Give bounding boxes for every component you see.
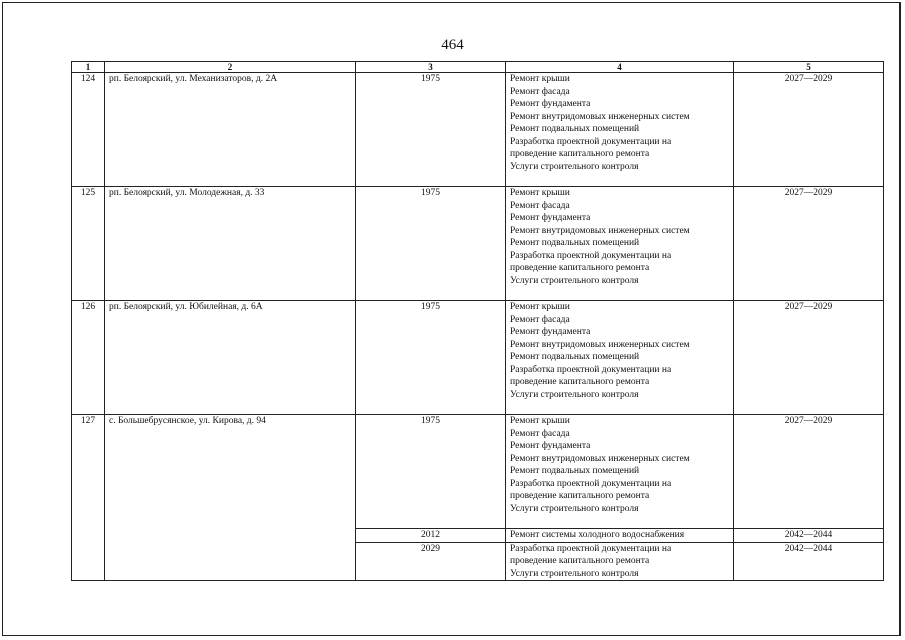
table-row [72,73,884,187]
repair-schedule-table [71,61,884,581]
works-cell [506,187,734,301]
address-cell: рп. Белоярский, ул. Юбилейная, д. 6А [105,301,356,415]
work-item: Ремонт подвальных помещений [510,238,640,248]
year-cell: 2012 [356,529,506,543]
cell-spacer [510,287,729,300]
row-number: 127 [72,415,105,581]
work-item: Ремонт подвальных помещений [510,352,640,362]
work-item: Разработка проектной документации на [510,543,672,554]
table-row [72,187,884,301]
column-header: 3 [356,62,506,73]
year-cell: 1975 [356,415,506,529]
year-cell: 1975 [356,301,506,415]
work-item: Услуги строительного контроля [510,568,639,579]
work-item: Ремонт подвальных помещений [510,466,640,476]
work-item: Ремонт фундамента [510,213,591,223]
year-cell: 1975 [356,73,506,187]
term-cell: 2042—2044 [734,542,884,581]
work-item: Ремонт крыши [510,74,570,84]
row-number: 125 [72,187,105,301]
column-header: 4 [506,62,734,73]
term-cell: 2042—2044 [734,529,884,543]
table-row [72,301,884,415]
work-item: Ремонт крыши [510,188,570,198]
address-cell: рп. Белоярский, ул. Молодежная, д. 33 [105,187,356,301]
work-item: проведение капитального ремонта [510,149,650,159]
work-item: Ремонт внутридомовых инженерных систем [510,453,690,464]
cell-spacer [510,401,729,414]
work-item: Ремонт фасада [510,428,570,439]
term-cell: 2027—2029 [734,73,884,187]
work-item: проведение капитального ремонта [510,377,650,387]
row-number: 126 [72,301,105,415]
work-item: Ремонт подвальных помещений [510,124,640,134]
column-header: 5 [734,62,884,73]
works-cell [506,529,734,543]
term-cell: 2027—2029 [734,187,884,301]
work-item: Услуги строительного контроля [510,389,639,400]
work-item: Услуги строительного контроля [510,161,639,172]
works-cell [506,542,734,581]
work-item: проведение капитального ремонта [510,556,650,566]
work-item: Ремонт внутридомовых инженерных систем [510,225,690,236]
work-item: Разработка проектной документации на [510,478,672,489]
header-row [72,62,884,73]
work-item: Ремонт фундамента [510,441,591,451]
column-header: 1 [72,62,105,73]
work-item: Ремонт внутридомовых инженерных систем [510,339,690,350]
year-cell: 2029 [356,542,506,581]
cell-spacer [510,173,729,186]
work-item: Разработка проектной документации на [510,136,672,147]
work-item: проведение капитального ремонта [510,491,650,501]
cell-spacer [510,515,729,528]
work-item: Ремонт крыши [510,302,570,312]
work-item: Ремонт фасада [510,200,570,211]
works-cell [506,73,734,187]
work-item: проведение капитального ремонта [510,263,650,273]
column-header: 2 [105,62,356,73]
table-row [72,415,884,529]
work-item: Ремонт системы холодного водоснабжения [510,530,685,540]
work-item: Ремонт крыши [510,416,570,426]
address-cell: рп. Белоярский, ул. Механизаторов, д. 2А [105,73,356,187]
work-item: Услуги строительного контроля [510,275,639,286]
table-body [72,73,884,581]
year-cell: 1975 [356,187,506,301]
work-item: Услуги строительного контроля [510,503,639,514]
works-cell [506,415,734,529]
term-cell: 2027—2029 [734,415,884,529]
work-item: Разработка проектной документации на [510,250,672,261]
work-item: Ремонт фасада [510,314,570,325]
work-item: Ремонт фасада [510,86,570,97]
works-cell [506,301,734,415]
work-item: Ремонт фундамента [510,99,591,109]
row-number: 124 [72,73,105,187]
work-item: Разработка проектной документации на [510,364,672,375]
work-item: Ремонт внутридомовых инженерных систем [510,111,690,122]
page-number: 464 [441,37,464,53]
address-cell: с. Большебрусянское, ул. Кирова, д. 94 [105,415,356,581]
term-cell: 2027—2029 [734,301,884,415]
work-item: Ремонт фундамента [510,327,591,337]
